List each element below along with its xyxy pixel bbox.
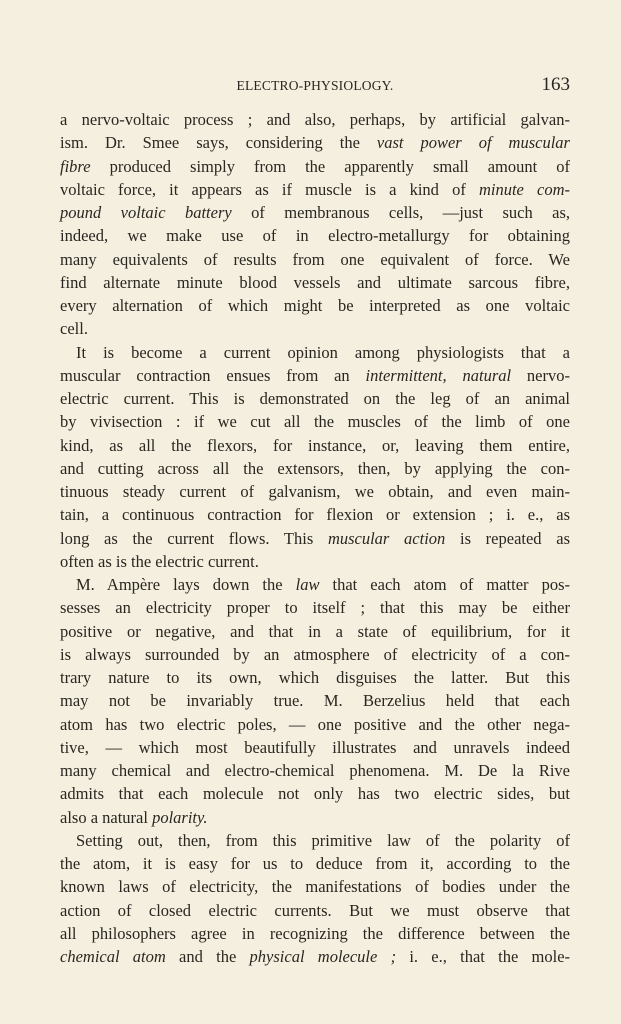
text-line [60,248,570,271]
text-segment: known laws of electricity, the manifestations of bodies under the [60,877,570,897]
italic-text: chemical atom [60,947,166,966]
text-line [60,689,570,712]
text-segment: positive or negative, and that in a state of equilibrium, for it [60,621,570,641]
text-line [60,666,570,689]
body-text [60,108,570,968]
text-line [60,759,570,782]
text-segment: often as is the electric current. [60,551,259,571]
text-line [60,596,570,619]
text-line [60,503,570,526]
text-line [60,410,570,433]
text-line [60,899,570,922]
running-head: ELECTRO-PHYSIOLOGY. [236,78,394,93]
text-segment: nervo- [511,365,570,385]
text-segment: and cutting across all the extensors, then, by applying the con- [60,458,570,478]
text-line [60,806,570,829]
text-segment: kind, as all the flexors, for instance, or, leaving them entire, [60,435,570,455]
text-segment: of membranous cells, —just such as, [231,203,570,222]
page-header [60,74,570,98]
text-segment: many equivalents of results from one equivalent of force. We [60,249,570,269]
text-line [60,457,570,480]
text-segment: a nervo-voltaic process ; and also, perhaps, by artificial galvan- [60,110,570,129]
text-segment: long as the current flows. This [60,528,328,548]
text-line [60,224,570,247]
text-segment: sesses an electricity proper to itself ; that this may be either [60,598,570,618]
text-line [60,852,570,875]
text-segment: i. e., that the mole- [396,947,571,966]
italic-text: muscular action [327,528,446,548]
italic-text: pound voltaic battery [60,203,232,222]
text-line [60,643,570,666]
text-line [60,945,570,968]
text-segment: is repeated as [445,528,570,548]
text-line [60,829,570,852]
text-line [60,178,570,201]
text-line [60,341,570,364]
text-segment: Setting out, then, from this primitive law of the polarity of [76,830,570,850]
text-segment: also a natural [60,807,153,827]
text-line [60,155,570,178]
text-segment: admits that each molecule not only has two electric sides, but [60,784,570,804]
text-segment: find alternate minute blood vessels and ultimate sarcous fibre, [60,272,570,292]
text-line [60,736,570,759]
text-segment: the atom, it is easy for us to deduce from it, according to the [60,854,570,873]
text-segment: muscular contraction ensues from an [60,365,366,385]
text-segment: tinuous steady current of galvanism, we obtain, and even main- [60,482,570,501]
text-line [60,364,570,387]
text-line [60,434,570,457]
text-line [60,550,570,573]
text-segment: electric current. This is demonstrated on the leg of an animal [60,389,570,408]
text-segment: and the [165,947,250,966]
text-segment: atom has two electric poles, — one positive and the other nega- [60,714,570,734]
page-number: 163 [541,74,570,95]
text-line [60,271,570,294]
italic-text: fibre [60,156,91,176]
text-line [60,294,570,317]
text-segment: tain, a continuous contraction for flexion or extension ; i. e., as [60,505,570,525]
italic-text: vast power of muscular [376,133,570,153]
text-line [60,527,570,550]
text-segment: may not be invariably true. M. Berzelius held that each [60,691,570,711]
text-line [60,201,570,224]
text-segment: action of closed electric currents. But we must observe that [60,900,570,920]
italic-text: law [295,575,320,594]
text-segment: trary nature to its own, which disguises the latter. But this [60,668,570,687]
text-line [60,573,570,596]
text-line [60,782,570,805]
italic-text: polarity. [152,807,208,827]
text-segment: cell. [60,319,88,339]
text-segment: ism. Dr. Smee says, considering the [60,133,377,153]
text-segment: is always surrounded by an atmosphere of electricity of a con- [60,644,570,664]
text-line [60,480,570,503]
text-line [60,875,570,898]
text-segment: all philosophers agree in recognizing the difference between the [60,923,570,943]
italic-text: minute com- [478,179,570,199]
text-segment: produced simply from the apparently small amount of [90,156,570,176]
text-line [60,387,570,410]
text-line [60,922,570,945]
italic-text: intermittent, natural [365,365,512,385]
italic-text: physical molecule ; [249,947,397,966]
text-segment: every alternation of which might be interpreted as one voltaic [60,296,570,315]
text-line [60,317,570,340]
text-segment: It is become a current opinion among physiologists that a [76,342,570,362]
text-segment: voltaic force, it appears as if muscle is a kind of [60,179,479,199]
text-segment: by vivisection : if we cut all the muscles of the limb of one [60,412,570,432]
text-line [60,620,570,643]
text-line [60,713,570,736]
text-segment: many chemical and electro-chemical phenomena. M. De la Rive [60,761,570,780]
text-line [60,131,570,154]
text-line [60,108,570,131]
text-segment: indeed, we make use of in electro-metallurgy for obtaining [60,226,570,246]
text-segment: M. Ampère lays down the [76,575,296,594]
text-segment: that each atom of matter pos- [319,575,570,594]
text-segment: tive, — which most beautifully illustrates and unravels indeed [60,737,570,757]
